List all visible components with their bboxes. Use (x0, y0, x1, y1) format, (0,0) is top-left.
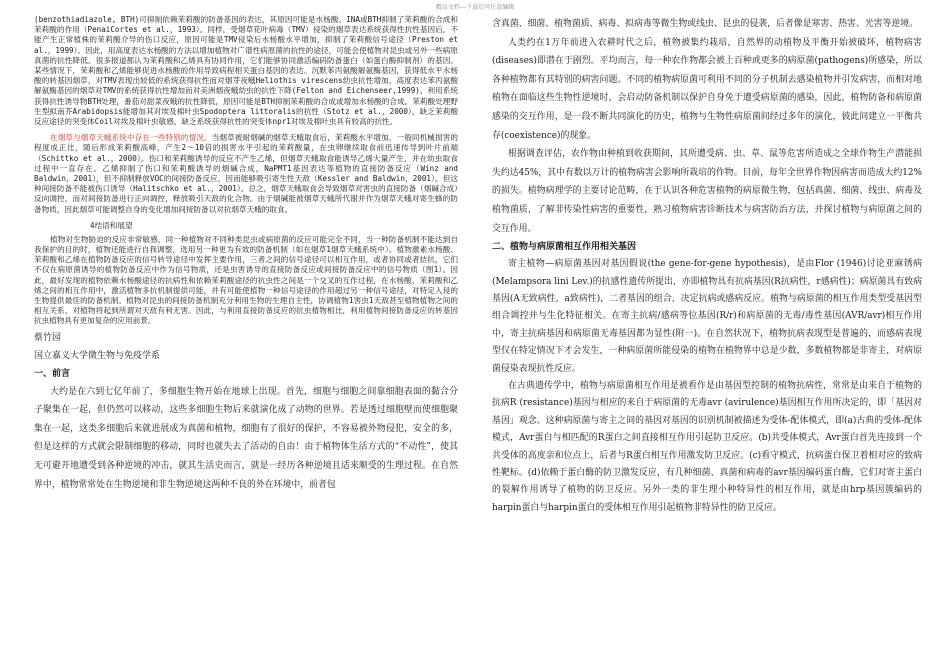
left-paragraph-2-rest: 当烟草被耐烟碱的烟草天蛾取食后，茉莉酸水平增加，一般同机械损害的程度成正比，随后形成茉莉酸高峰，产生2～10倍的损害水平引起的茉莉酸量，在虫卵继续取食前迅速传导到叶片前端（Schittko et al.，2000）。伤口和茉莉酸诱导的反应不产生乙烯，但烟草天蛾取食能诱导乙烯大量产生，并在幼虫取食过程中一直存在。乙烯抑制了伤口和茉莉酸诱导的烟碱合成，NaPMT1基因表达等植物的直接防备反应（Winz and Baldwin，2001），但不抑制释放VOC的间接防备反应，因而能够吸引寄生性天敌（Kessler and Baldwin，2001）。但这种间接防备不能被伤口诱导（Halitschko et al.，2001）。总之，烟草天蛾取食会导致烟草对害虫的直接防备（烟碱合成）反向调控，而对间接防备进行正向调控，释放吸引天敌的化合物。由于烟碱能被烟草天蛾所代谢并作为烟草天蛾对寄生蜂的防备物质，因此烟草可能调整自身的变化增加间接防备以对抗烟草天蛾的取食。 (34, 133, 458, 214)
right-paragraph-1: 含真菌、细菌、植物菌质、病毒、拟病毒等微生物或线虫、昆虫的侵袭，后者像是寒害、热害、光害等逆境。 (492, 19, 918, 29)
left-paragraph-3: 植物对生物胁迫的反应非常敏感，同一种植物对不同种类昆虫或病原菌的反应可能完全不同，当一种防备机制不能达到自我保护的目的时，植物还能进行自我调整，选用另一种更为有效的防备机制（如在烟草1烟草天蛾系统中）。植物激素水杨酸、茉莉酸和乙烯在植物防备反应的信号转导途径中发挥主要作用，三者之间的信号途径可以相互作用，或者协同或者拮抗，它们不仅在病原菌诱导的植物防备反应中作为信号物质，还是虫害诱导的直接防备反应或间接防备反应中的信号物质（图1）。因此，最好发现的植物依赖水杨酸途径的抗病性和依赖茉莉酸途径的抗虫性之间是一个交叉的互作过程，在水杨酸、茉莉酸和乙烯之间的相互作用中，激活植物多抗机制提供可能，并有可能使植物一种信号途径的作用超过另一种信号途径，对特定入侵的生物提供最佳的防备机制。植物对昆虫的间接防备机制充分利用生物的生理自主性，协调植物1害虫1天敌甚至植物植物之间的相互关系，对植物将起到所谓对天敌有利无害。因此，与利用直接防备反应的抗虫植物相比，利用植物间接防备反应的转基因抗虫植物具有更加复杂的应用前景。 (34, 234, 458, 326)
section-4-title: 4结语和展望 (90, 220, 133, 230)
section-1-heading: 一、前言 (34, 368, 71, 379)
left-column (34, 15, 458, 494)
section-2-heading: 二、植物与病原菌相互作用相关基因 (492, 242, 637, 253)
highlighted-sentence: 在烟草与烟草天蛾系统中存在一些特别的情况。 (50, 133, 212, 143)
right-paragraph-4: 寄主植物—病原菌基因对基因假说(the gene-for-gene hypothesis)，是由Flor (1946)讨论亚麻锈病(Melampsora lini Lev.)的抗感性遗传所提出，亦即植物具有抗病基因(R抗病性，r感病性)；病原菌具有致病基因(A无致病性，a致病性)，二者基因的组合，决定抗病或感病反应。植物与病原菌的相互作用类型受基因型组合调控并与生化特征相关。在寄主抗病/感病等位基因(R/r)和病原菌的无毒/毒性基因(AVR/avr)相互作用中，寄主抗病基因和病原菌无毒基因都为显性(附一)。在自然状况下，植物抗病表现型是普遍的，而感病表现型仅在特定情况下才会发生，一种病原菌所能侵染的植物在植物界中总是少数，多数植物都是非寄主，对病原菌侵染表现抗性反应。 (492, 259, 922, 374)
author-name: 蔡竹园 (34, 332, 62, 343)
left-paragraph-2 (34, 133, 458, 215)
author-affiliation: 国立嘉义大学微生物与免疫学系 (34, 350, 161, 361)
left-paragraph-1: (benzothiadiazole, BTH)可抑制依赖茉莉酸的防备基因的表达，其原因可能是水杨酸、INA或BTH抑制了茉莉酸的合成和茉莉酸的作用（PenaiCortes et al.，1993）。同样，受烟草花叶病毒（TMV）侵染的烟草表达系统获得性抗性基因后，不能产生正常植株的茉莉酸介导的伤口反应，原因可能是TMV侵染后水杨酸水平增加，抑制了茉莉酸信号途径（Preston et al.，1999）。因此，用高度表达水杨酸的方法以增加植物对广谱性病原菌的抗性的途径，可能会使植物对昆虫或另外一些病原真菌的抗性降低。很多报道都认为茉莉酸和乙烯具有协同作用，它们能够协同激活编码防备蛋白（如蛋白酶抑制剂）的基因。某些情况下，茉莉酸和乙烯能够促进水杨酸的作用导致病程相关蛋白基因的表达。沉默苯丙氨酸解氨酶基因，获得低水平水杨酸的转基因烟草，对TMV表现出较低的系统获得抗性而对烟芽夜蛾Heliothis virescens幼虫抗性增加，高度表达苯丙氨酸解氨酶基因的烟草对TMV的系统获得抗性增加而对美洲烟夜蛾幼虫的抗性下降(Felton and Eichenseer,1999)，利用系统获得抗性诱导物BTH处理，番茄对甜菜夜蛾的抗性降低，原因可能是BTH抑制茉莉酸的合成或增加水杨酸的合成。茉莉酸处理野生型拟南芥Arabidopsis能增加其对埃及棉叶虫Spodoptera littoralis的抗性（Stotz et al.，2000），缺乏茉莉酸反应途径的突变体Coil对埃及棉叶虫敏感，缺乏系统获得抗性的突变体npr1对埃及棉叶虫具有较高的抗性。 (34, 15, 458, 127)
right-column (492, 15, 922, 517)
right-paragraph-3: 根据调查评估，农作物由种植到收获期间，其所遭受病、虫、草、鼠等危害所造成之全球作物生产潜能损失约达45%，其中有数以万计的植物病害会影响所栽培的作物。目前，每年全世界作物因病害而造成大约12%的损失。植物病理学的主要讨论范畴，在于认识各种危害植物的病原微生物，包括真菌、细菌、线虫、病毒及植物菌质，了解非传染性病害的重要性，熟习植物病害诊断技术与病害防治方法，并探讨植物与病原菌之间的交互作用。 (492, 149, 922, 234)
watermark-text: 精品文档---下载后可任意编辑 (435, 4, 515, 11)
left-paragraph-4: 大约是在六到七亿年前了，多细胞生物开始在地球上出现。首先，细胞与细胞之间靠细胞表面的黏合分子聚集在一起，但仍然可以移动，这些多细胞生物后来就演化成了动物的世界。若是透过细胞壁而使细胞聚集在一起，这类多细胞后来就进展成为真菌和植物，细胞有了很好的保护，不容易被外物侵犯，安全的多，但是这样的方式就会限制细胞的移动，同时也就失去了活动的自由！由于植物体生活方式的“不动性”，使其无可避开地遭受到各种逆境的冲击，就其生活史而言，就是一经历各种逆境且适来顺受的生理过程。在自然界中，植物常常处在生物逆境和非生物逆境这两种不良的外在环境中，前者包 (34, 386, 458, 490)
right-paragraph-2: 人类约在1万年前进入农耕时代之后，植物被集约栽培，自然界的动植物及平衡开始被破坏，植物病害(diseases)即潜在于剧烈。平均而言，每一种农作物都会被上百种或更多的病原菌(pathogens)所感染，所以各种植物都有其特别的病害问题。不同的植物病原菌可利用不同的分子机制去感染植物并引发病害，而相对地植物在面临这些生物性逆境时，会启动防备机制以保护自身免于遭受病原菌的感染，因此，植物防备和病原菌感染的交互作用，是一段不断共同演化的历史，植物与生物性病原菌间经过多年的演化，彼此间建立一平衡共存(coexistence)的现象。 (492, 37, 922, 141)
right-paragraph-5: 在古典遗传学中，植物与病原菌相互作用是被看作是由基因型控制的植物抗病性，常常是由来自于植物的抗病R (resistance)基因与相应的来自于病原菌的无毒avr (avirulence)基因相互作用所决定的，即「基因对基因」观念。这种病原菌与寄主之间的基因对基因的识别机制被描述为受体-配体模式，即(a)古典的受体-配体模式，Avr蛋白与相匹配的R蛋白之间直接相互作用引起防卫反应。(b)共受体模式，Avr蛋白首先连接到一个共受体的高度亲和位点上，后者与R蛋白相互作用激发防卫反应。(c)看守模式，抗病蛋白保卫着相对应的致病性靶标。(d)依赖于蛋白酶的防卫激发反应，有几种细菌、真菌和病毒的avr基因编码蛋白酶，它们对寄主蛋白的裂解作用诱导了植物的防卫反应。另外一类的非生理小种特异性的相互作用，就是由hrp基因簇编码的harpin蛋白与harpin蛋白的受体相互作用引起植物非特异性的防卫反应。 (492, 380, 922, 513)
